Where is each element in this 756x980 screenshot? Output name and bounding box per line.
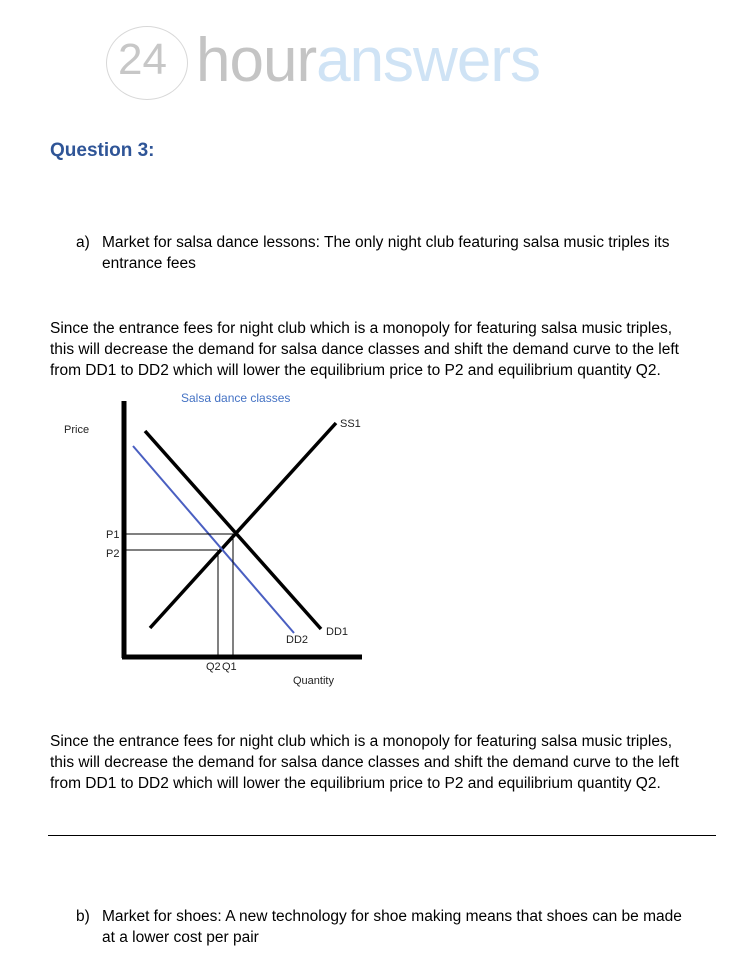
curve-label-ss1: SS1 xyxy=(340,418,361,430)
part-a-item xyxy=(76,232,716,276)
quantity-label-q2: Q2 xyxy=(206,661,221,673)
explanation-line-2: this will decrease the demand for salsa dance classes and shift the demand curve to the left xyxy=(50,341,679,358)
quantity-label-q1: Q1 xyxy=(222,661,237,673)
part-b-item xyxy=(76,906,726,950)
demand-curve-dd2 xyxy=(133,446,294,633)
logo-number: 24 xyxy=(118,35,167,84)
part-b-marker: b) xyxy=(76,908,90,925)
explanation-line-2: this will decrease the demand for salsa dance classes and shift the demand curve to the left xyxy=(50,754,679,771)
y-axis-label: Price xyxy=(64,424,90,436)
part-a-text xyxy=(102,232,669,274)
logo xyxy=(104,22,624,108)
explanation-line-1: Since the entrance fees for night club which is a monopoly for featuring salsa music triples, xyxy=(50,733,673,750)
price-label-p1: P1 xyxy=(106,529,120,541)
horizontal-divider xyxy=(48,835,716,836)
curve-label-dd2: DD2 xyxy=(286,634,309,646)
part-a-line-2: entrance fees xyxy=(102,255,196,272)
explanation-line-1: Since the entrance fees for night club which is a monopoly for featuring salsa music triples, xyxy=(50,320,673,337)
diagram-svg xyxy=(0,385,400,695)
explanation-paragraph-2 xyxy=(50,731,730,794)
logo-word-hour: hour xyxy=(196,26,317,95)
part-b-line-2: at a lower cost per pair xyxy=(102,929,259,946)
part-a-line-1: Market for salsa dance lessons: The only night club featuring salsa music triples its xyxy=(102,234,670,251)
part-b-text xyxy=(102,906,682,948)
part-a-marker: a) xyxy=(76,234,90,251)
part-b-line-1: Market for shoes: A new technology for shoe making means that shoes can be made xyxy=(102,908,682,925)
supply-curve-ss1 xyxy=(150,423,336,628)
x-axis-label: Quantity xyxy=(293,675,334,687)
price-label-p2: P2 xyxy=(106,548,120,560)
question-heading: Question 3: xyxy=(50,140,155,161)
explanation-paragraph-1 xyxy=(50,318,730,381)
explanation-line-3: from DD1 to DD2 which will lower the equilibrium price to P2 and equilibrium quantity Q2. xyxy=(50,775,661,792)
logo-wordmark xyxy=(196,26,540,96)
logo-word-answers: answers xyxy=(316,26,540,95)
explanation-line-3: from DD1 to DD2 which will lower the equilibrium price to P2 and equilibrium quantity Q2. xyxy=(50,362,661,379)
diagram-title: Salsa dance classes xyxy=(181,391,291,405)
supply-demand-diagram xyxy=(0,385,400,695)
curve-label-dd1: DD1 xyxy=(326,626,349,638)
